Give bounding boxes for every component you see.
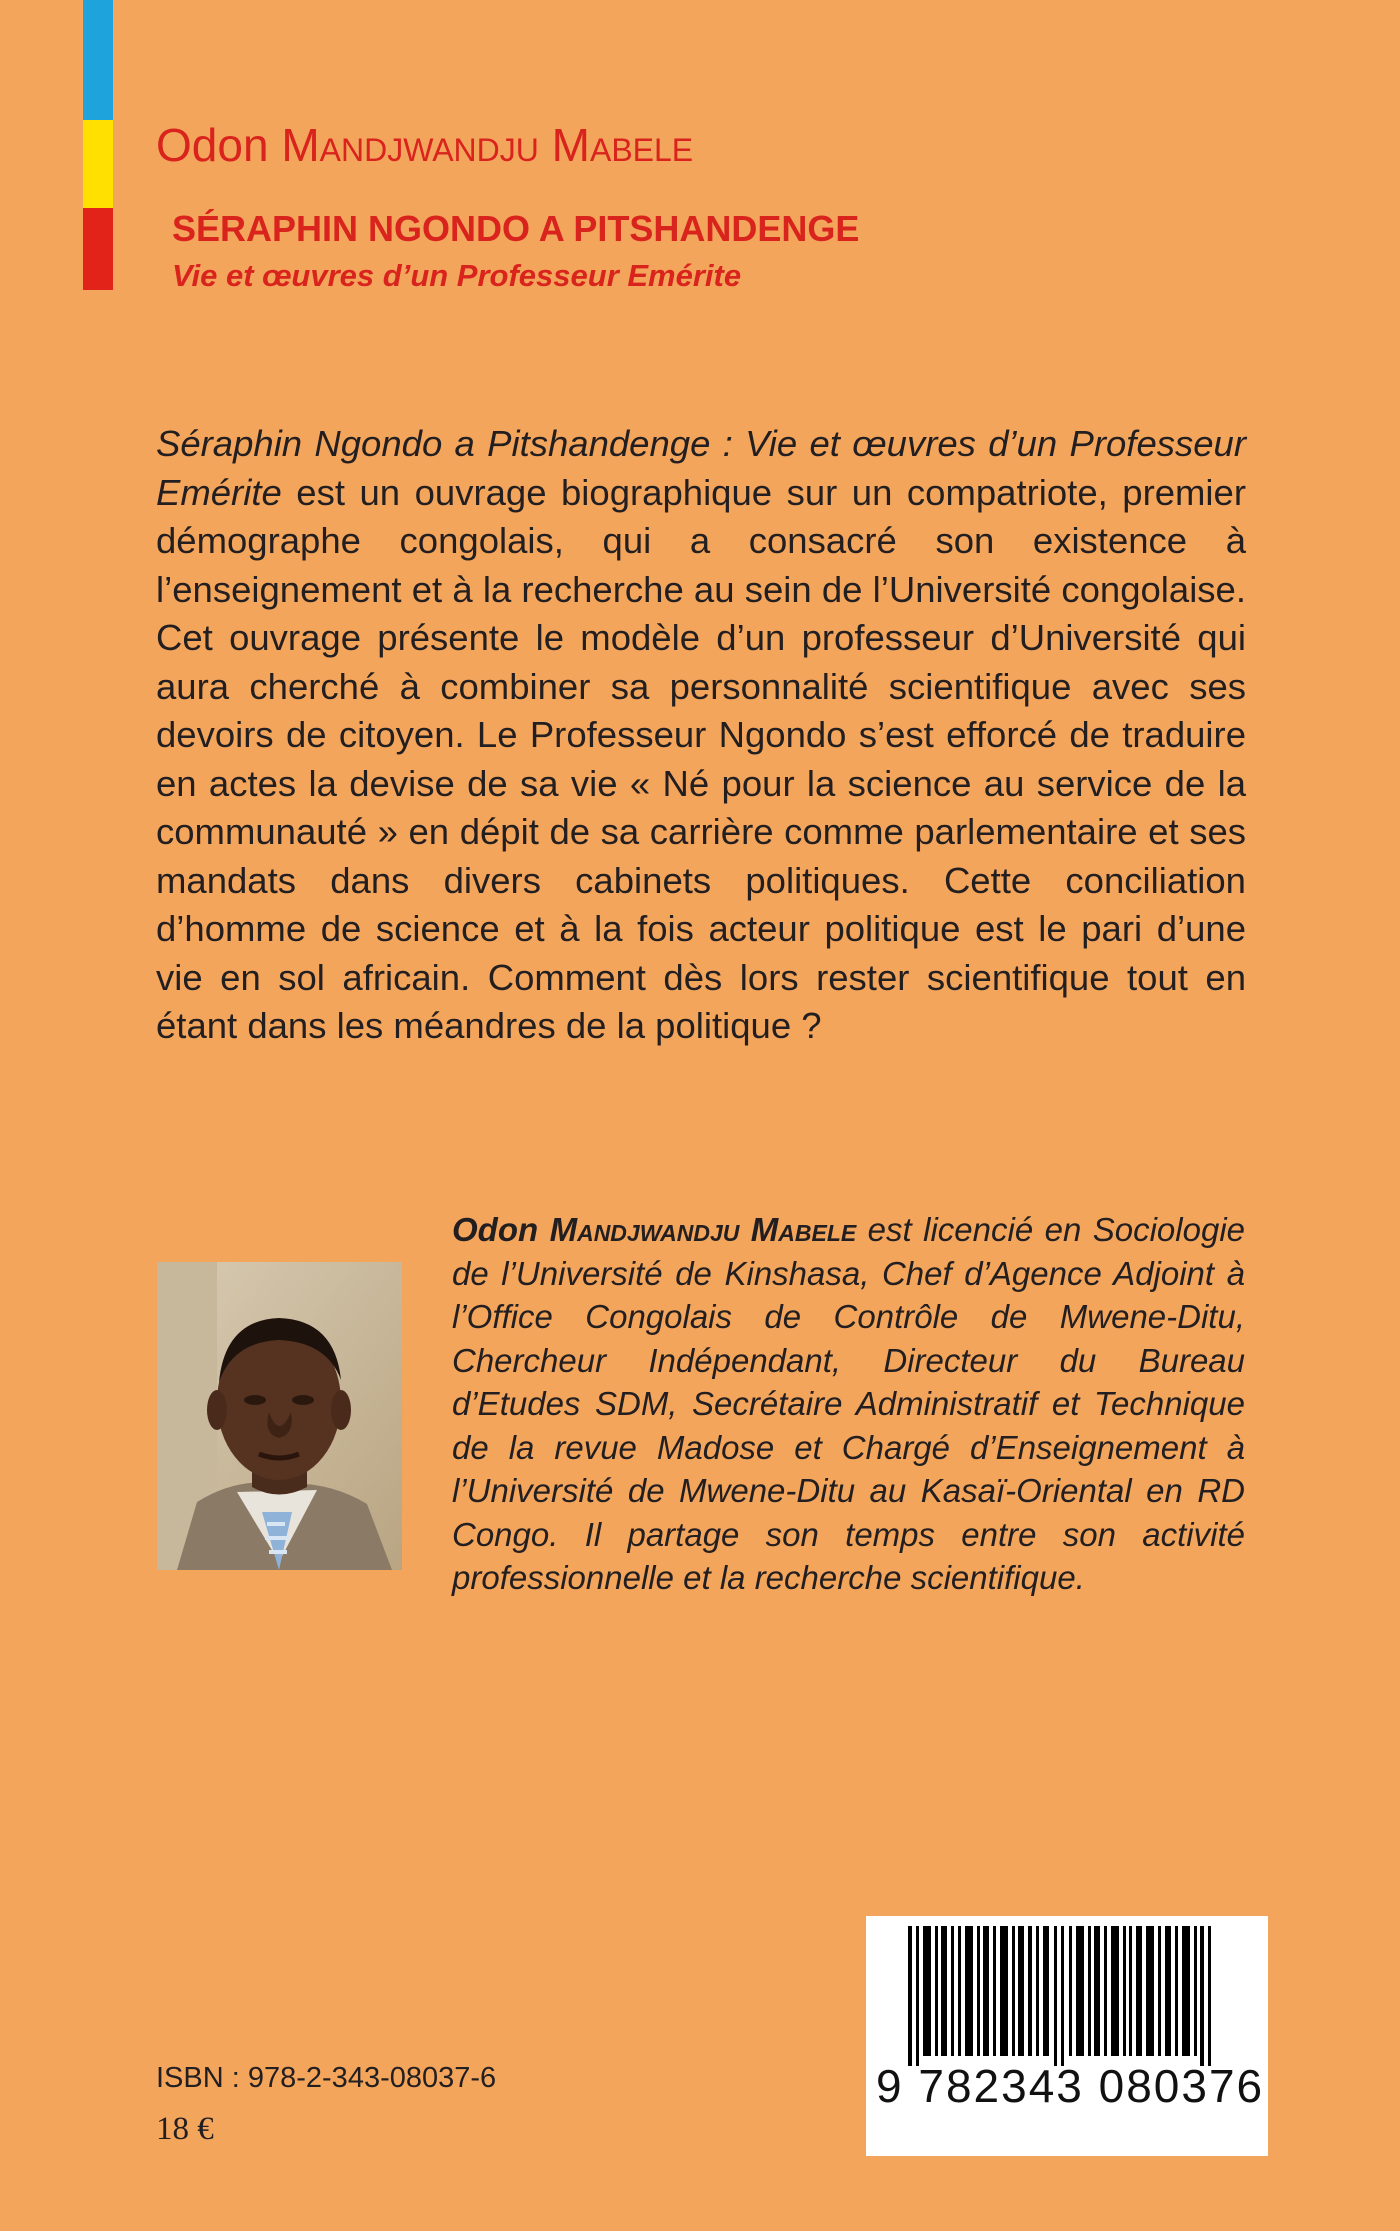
bio-text: est licencié en Sociologie de l’Université de Kinshasa, Chef d’Agence Adjoint à l’Office Congolais de Contrôle de Mwene-Ditu, Chercheur Indépendant, Directeur du Bureau d’Etudes SDM, Secrétaire Administratif et Technique de la revue Madose et Chargé d’Enseignement à l’Université de Mwene-Ditu au Kasaï-Oriental en RD Congo. Il partage son temps entre son activité professionnelle et la recherche scientifique. <box>452 1211 1246 1596</box>
bio-author-last: Mandjwandju Mabele <box>549 1211 857 1248</box>
author-name <box>156 118 1056 172</box>
barcode <box>866 1916 1268 2156</box>
author-first-name: Odon <box>156 119 269 171</box>
book-subtitle: Vie et œuvres d’un Professeur Emérite <box>172 258 742 293</box>
author-photo <box>157 1262 402 1570</box>
flag-stripe-red <box>83 208 113 290</box>
flag-stripe-yellow <box>83 120 113 208</box>
barcode-digits: 9 782343 080376 <box>876 2060 1265 2112</box>
flag-stripe-blue <box>83 0 113 120</box>
author-bio <box>452 1208 1245 1600</box>
bio-author-first: Odon <box>452 1211 539 1248</box>
summary-paragraph <box>156 420 1246 1051</box>
price: 18 € <box>156 2111 214 2147</box>
summary-text: est un ouvrage biographique sur un compatriote, premier démographe congolais, qui a consacré son existence à l’enseignement et à la recherche au sein de l’Université congolaise. Cet ouvrage présente le modèle d’un professeur d’Université qui aura cherché à combiner sa personnalité scientifique avec ses devoirs de citoyen. Le Professeur Ngondo s’est efforcé de traduire en actes la devise de sa vie « Né pour la science au service de la communauté » en dépit de sa carrière comme parlementaire et ses mandats dans divers cabinets politiques. Cette conciliation d’homme de science et à la fois acteur politique est le pari d’une vie en sol africain. Comment dès lors rester scientifique tout en étant dans les méandres de la politique ? <box>156 471 1246 1046</box>
book-title: SÉRAPHIN NGONDO A PITSHANDENGE <box>172 208 860 249</box>
bio-author-name <box>452 1211 856 1248</box>
barcode-bars <box>866 1916 1268 2066</box>
summary-italic-lead: Séraphin Ngondo a Pitshandenge : Vie et œuvres d’un Professeur Emérite <box>156 423 1246 513</box>
author-portrait-image <box>157 1262 402 1570</box>
author-last-name: Mandjwandju Mabele <box>281 119 694 171</box>
isbn: ISBN : 978-2-343-08037-6 <box>156 2062 497 2094</box>
